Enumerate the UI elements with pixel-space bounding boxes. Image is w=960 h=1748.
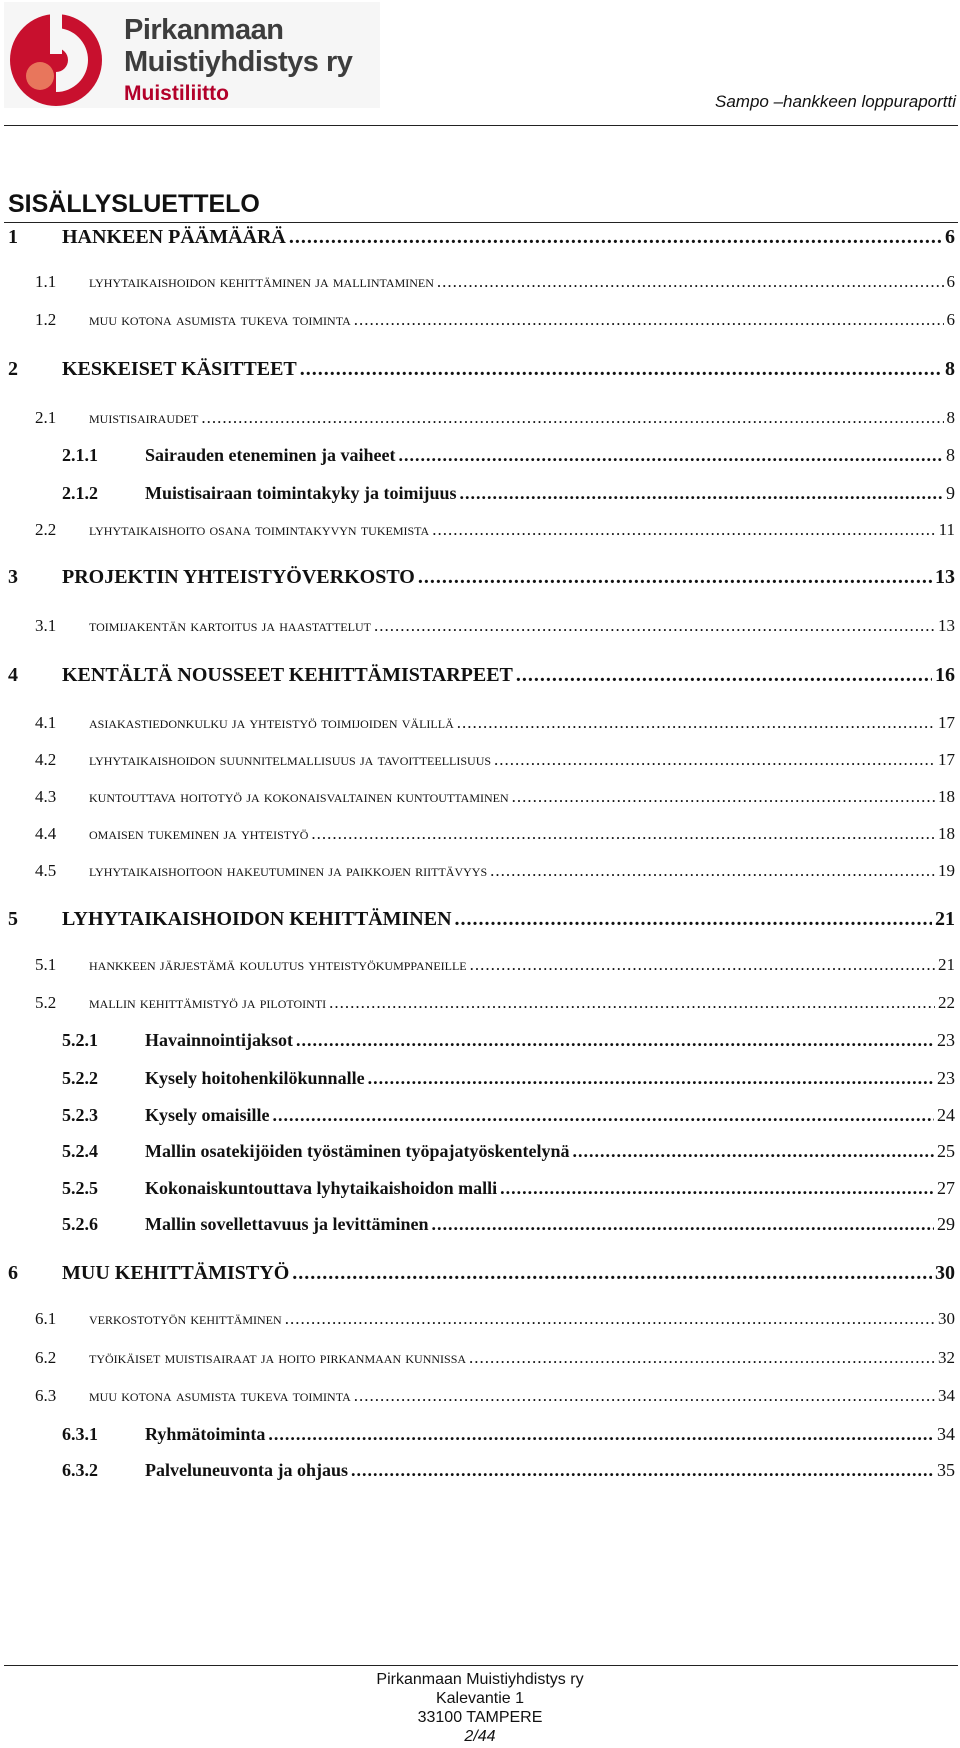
toc-dot-leader [354,1386,935,1406]
toc-entry-title[interactable]: KENTÄLTÄ NOUSSEET KEHITTÄMISTARPEET [62,664,513,686]
toc-entry-page: 8 [946,408,955,427]
toc-entry[interactable] [0,1460,960,1486]
toc-entry[interactable] [0,408,960,434]
toc-entry-page: 17 [938,713,955,732]
toc-entry[interactable] [0,1262,960,1288]
toc-entry-title-line [89,824,955,844]
toc-entry[interactable] [0,1178,960,1204]
header-divider [4,125,958,126]
toc-dot-leader [289,226,942,249]
toc-entry[interactable] [0,1424,960,1450]
toc-entry-title-line [145,1141,955,1162]
toc-entry-title-line [145,1030,955,1051]
toc-entry-title[interactable]: MUU KEHITTÄMISTYÖ [62,1262,290,1284]
toc-entry-number: 4.1 [35,713,57,732]
toc-entry[interactable] [0,664,960,690]
toc-entry-title-line [62,566,955,589]
toc-entry-title-line [145,1214,955,1235]
toc-dot-leader [460,483,943,504]
toc-entry-page: 25 [937,1141,955,1161]
toc-dot-leader [300,358,942,381]
toc-entry-title[interactable]: Kysely omaisille [145,1105,270,1125]
toc-entry-page: 34 [938,1386,955,1405]
toc-entry-number: 2.1.1 [62,445,98,465]
toc-entry-title[interactable]: mallin kehittämistyö ja pilotointi [89,993,327,1012]
toc-entry-page: 13 [938,616,955,635]
toc-entry-title-line [145,1105,955,1126]
toc-dot-leader [455,908,932,931]
toc-entry[interactable] [0,1030,960,1056]
footer-street: Kalevantie 1 [435,1690,525,1707]
toc-entry-number: 1 [8,226,18,248]
toc-entry[interactable] [0,824,960,850]
toc-entry-page: 19 [938,861,955,880]
toc-entry-page: 21 [935,908,955,930]
toc-entry-title[interactable]: Havainnointijaksot [145,1030,294,1050]
toc-entry-page: 13 [935,566,955,588]
toc-entry-page: 11 [938,520,955,539]
toc-dot-leader [292,1262,932,1285]
toc-entry[interactable] [0,1214,960,1240]
toc-entry-title-line [145,483,955,504]
toc-entry-title-line [62,908,955,931]
toc-entry-title[interactable]: kuntouttava hoitotyö ja kokonaisvaltainen kuntouttaminen [89,787,509,806]
logo-line1: Pirkanmaan [124,14,284,46]
toc-entry-title-line [89,955,955,975]
toc-entry-title-line [145,1460,955,1481]
toc-entry[interactable] [0,272,960,298]
toc-dot-leader [418,566,932,589]
toc-entry[interactable] [0,1386,960,1412]
toc-entry-title-line [62,358,955,381]
toc-entry-title[interactable]: Kysely hoitohenkilökunnalle [145,1068,365,1088]
toc-entry-title-line [89,713,955,733]
toc-entry-title[interactable]: HANKEEN PÄÄMÄÄRÄ [62,226,286,248]
toc-entry-title[interactable]: lyhytaikaishoidon kehittäminen ja mallintaminen [89,272,434,291]
toc-entry-title-line [89,787,955,807]
page-footer [0,1670,960,1746]
toc-entry-title-line [89,272,955,292]
toc-entry-title-line [89,310,955,330]
toc-entry-page: 8 [945,358,955,380]
toc-entry-title[interactable]: asiakastiedonkulku ja yhteistyö toimijoiden välillä [89,713,454,732]
toc-entry-title-line [62,664,955,687]
toc-entry-number: 2.1.2 [62,483,98,503]
toc-entry-title[interactable]: hankkeen järjestämä koulutus yhteistyökumppaneille [89,955,467,974]
toc-entry-title-line [145,445,955,466]
toc-entry[interactable] [0,1068,960,1094]
organization-logo [4,2,380,108]
toc-entry-title-line [89,520,955,540]
toc-entry-title[interactable]: Mallin osatekijöiden työstäminen työpajatyöskentelynä [145,1141,570,1161]
toc-entry-title-line [89,1348,955,1368]
toc-entry-title[interactable]: verkostotyön kehittäminen [89,1309,282,1328]
logo-mark-icon [6,10,106,110]
toc-entry-number: 1.1 [35,272,57,291]
toc-dot-leader [273,1105,935,1126]
toc-dot-leader [296,1030,934,1051]
toc-entry[interactable] [0,787,960,813]
toc-dot-leader [432,520,935,540]
toc-dot-leader [374,616,935,636]
toc-entry-title[interactable]: PROJEKTIN YHTEISTYÖVERKOSTO [62,566,415,588]
toc-entry-title[interactable]: KESKEISET KÄSITTEET [62,358,297,380]
toc-entry-number: 2 [8,358,18,380]
footer-organization: Pirkanmaan Muistiyhdistys ry [376,1671,584,1688]
toc-entry-number: 3.1 [35,616,57,635]
toc-entry-number: 6.3 [35,1386,57,1405]
toc-entry[interactable] [0,1309,960,1335]
toc-entry-number: 3 [8,566,18,588]
toc-entry-number: 5 [8,908,18,930]
toc-entry[interactable] [0,358,960,384]
toc-entry[interactable] [0,955,960,981]
toc-entry-number: 5.2.3 [62,1105,98,1125]
toc-entry[interactable] [0,713,960,739]
report-title: Sampo –hankkeen loppuraportti [715,92,956,111]
toc-entry[interactable] [0,1105,960,1131]
toc-entry-number: 4.2 [35,750,57,769]
toc-entry[interactable] [0,1348,960,1374]
toc-entry[interactable] [0,861,960,887]
toc-entry-title[interactable]: omaisen tukeminen ja yhteistyö [89,824,309,843]
toc-dot-leader [285,1309,935,1329]
toc-entry-page: 30 [935,1262,955,1284]
toc-dot-leader [469,1348,935,1368]
toc-entry-number: 1.2 [35,310,57,329]
toc-entry-number: 6.3.1 [62,1424,98,1444]
toc-dot-leader [500,1178,934,1199]
toc-entry-page: 27 [937,1178,955,1198]
toc-dot-leader [329,993,935,1013]
toc-entry-title-line [145,1068,955,1089]
toc-entry-page: 17 [938,750,955,769]
toc-entry-page: 32 [938,1348,955,1367]
toc-entry-title[interactable]: työikäiset muistisairaat ja hoito pirkanmaan kunnissa [89,1348,467,1367]
toc-entry[interactable] [0,483,960,509]
toc-entry-title[interactable]: Palveluneuvonta ja ohjaus [145,1460,349,1480]
toc-dot-leader [573,1141,934,1162]
toc-entry-title[interactable]: LYHYTAIKAISHOIDON KEHITTÄMINEN [62,908,452,930]
toc-dot-leader [268,1424,934,1445]
toc-entry-number: 4.3 [35,787,57,806]
toc-entry-page: 6 [946,272,955,291]
toc-entry-number: 4.5 [35,861,57,880]
toc-entry-title[interactable]: Kokonaiskuntouttava lyhytaikaishoidon malli [145,1178,498,1198]
toc-entry-number: 2.2 [35,520,57,539]
toc-entry-title-line [89,1309,955,1329]
footer-divider [4,1665,958,1666]
toc-entry-number: 2.1 [35,408,57,427]
toc-entry-title-line [62,226,955,249]
toc-entry-number: 4.4 [35,824,57,843]
toc-entry-title-line [145,1178,955,1199]
logo-line2: Muistiyhdistys ry [124,46,353,78]
toc-entry[interactable] [0,1141,960,1167]
toc-entry-page: 18 [938,787,955,806]
toc-entry-page: 23 [937,1030,955,1050]
toc-entry-number: 6.2 [35,1348,57,1367]
toc-entry-page: 6 [946,310,955,329]
toc-entry-title-line [89,1386,955,1406]
toc-entry-title[interactable]: Muistisairaan toimintakyky ja toimijuus [145,483,457,503]
toc-entry[interactable] [0,616,960,642]
toc-entry-title[interactable]: lyhytaikaishoitoon hakeutuminen ja paikkojen riittävyys [89,861,488,880]
toc-dot-leader [201,408,943,428]
toc-heading-divider [4,222,958,223]
toc-heading: SISÄLLYSLUETTELO [8,190,260,218]
toc-entry[interactable] [0,750,960,776]
page-number: 2/44 [464,1728,496,1745]
toc-entry-number: 4 [8,664,18,686]
toc-entry-page: 21 [938,955,955,974]
toc-dot-leader [351,1460,934,1481]
toc-entry-title-line [62,1262,955,1285]
toc-entry-title[interactable]: muu kotona asumista tukeva toiminta [89,1386,351,1405]
toc-entry-title[interactable]: lyhytaikaishoito osana toimintakyvyn tukemista [89,520,430,539]
toc-dot-leader [516,664,932,687]
toc-dot-leader [470,955,935,975]
toc-entry-page: 29 [937,1214,955,1234]
toc-dot-leader [490,861,935,881]
toc-entry-title[interactable]: muu kotona asumista tukeva toiminta [89,310,351,329]
toc-entry-page: 9 [946,483,955,503]
toc-entry-page: 6 [945,226,955,248]
toc-entry[interactable] [0,520,960,546]
toc-entry-page: 22 [938,993,955,1012]
toc-entry-title[interactable]: Ryhmätoiminta [145,1424,266,1444]
toc-entry-number: 5.2 [35,993,57,1012]
toc-entry-page: 35 [937,1460,955,1480]
toc-entry-title[interactable]: muistisairaudet [89,408,199,427]
page-header [0,0,960,128]
toc-dot-leader [398,445,943,466]
toc-entry-page: 18 [938,824,955,843]
toc-entry-title-line [145,1424,955,1445]
toc-entry[interactable] [0,908,960,934]
toc-entry-title-line [89,408,955,428]
toc-dot-leader [457,713,935,733]
toc-entry-title[interactable]: Mallin sovellettavuus ja levittäminen [145,1214,429,1234]
toc-entry-title-line [89,616,955,636]
toc-entry-title-line [89,861,955,881]
toc-entry-number: 6.3.2 [62,1460,98,1480]
toc-entry-title[interactable]: toimijakentän kartoitus ja haastattelut [89,616,371,635]
toc-entry-number: 6.1 [35,1309,57,1328]
toc-dot-leader [512,787,935,807]
toc-entry[interactable] [0,993,960,1019]
footer-city: 33100 TAMPERE [417,1709,543,1726]
toc-dot-leader [494,750,935,770]
toc-entry-page: 16 [935,664,955,686]
toc-entry-title-line [89,993,955,1013]
toc-entry-page: 24 [937,1105,955,1125]
toc-entry-number: 6 [8,1262,18,1284]
toc-dot-leader [431,1214,934,1235]
toc-entry-number: 5.2.4 [62,1141,98,1161]
toc-entry-title[interactable]: Sairauden eteneminen ja vaiheet [145,445,396,465]
toc-dot-leader [368,1068,934,1089]
toc-entry[interactable] [0,445,960,471]
toc-entry-page: 34 [937,1424,955,1444]
toc-entry-number: 5.2.2 [62,1068,98,1088]
toc-dot-leader [437,272,944,292]
toc-entry[interactable] [0,226,960,252]
toc-entry-page: 8 [946,445,955,465]
toc-entry-number: 5.2.1 [62,1030,98,1050]
toc-entry-number: 5.1 [35,955,57,974]
toc-entry[interactable] [0,310,960,336]
toc-entry-number: 5.2.5 [62,1178,98,1198]
toc-dot-leader [354,310,944,330]
toc-dot-leader [311,824,935,844]
toc-entry[interactable] [0,566,960,592]
logo-subtitle: Muistiliitto [124,82,229,105]
toc-entry-title-line [89,750,955,770]
toc-entry-number: 5.2.6 [62,1214,98,1234]
toc-entry-page: 30 [938,1309,955,1328]
toc-entry-page: 23 [937,1068,955,1088]
toc-entry-title[interactable]: lyhytaikaishoidon suunnitelmallisuus ja tavoitteellisuus [89,750,492,769]
